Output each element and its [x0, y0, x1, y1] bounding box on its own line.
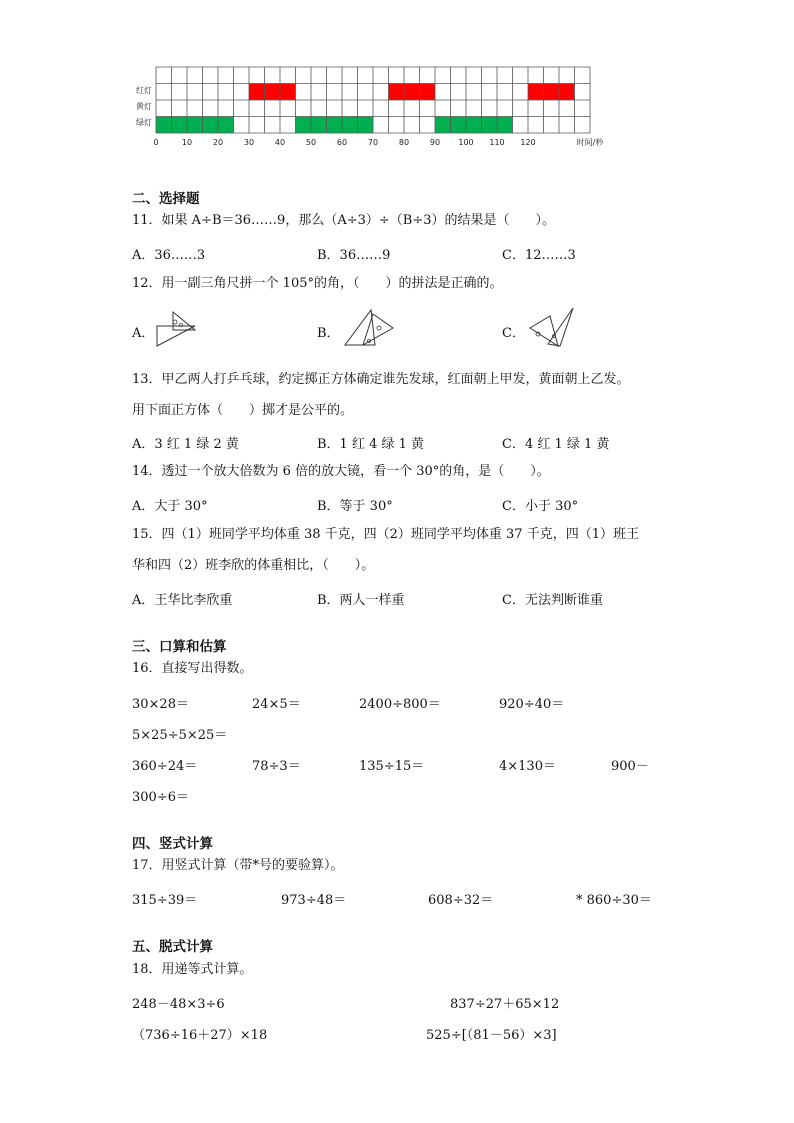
section-heading-stepwise-calc: 五、脱式计算 [132, 939, 213, 955]
q18-stem: 18．用递等式计算。 [132, 962, 253, 977]
x-tick-label: 110 [489, 138, 505, 147]
green-light-cell [311, 117, 327, 134]
q14-option-a: A．大于 30° [132, 499, 208, 514]
green-light-cell [482, 117, 498, 134]
q14-option-c: C．小于 30° [502, 499, 579, 514]
red-light-cell [559, 84, 575, 101]
green-light-cell [156, 117, 172, 134]
q11-option-c: C．12……3 [502, 248, 576, 263]
q11-option-a: A．36……3 [132, 248, 206, 263]
q13-option-c: C．4 红 1 绿 1 黄 [502, 437, 610, 452]
red-light-cell [544, 84, 560, 101]
green-light-cell [451, 117, 467, 134]
x-tick-label: 40 [274, 138, 286, 147]
x-tick-label: 70 [367, 138, 379, 147]
red-light-cell [404, 84, 420, 101]
q16-expr: 2400÷800＝ [359, 697, 441, 712]
q12-option-c: C． [502, 326, 525, 341]
green-light-cell [296, 117, 312, 134]
q14-option-b: B．等于 30° [317, 499, 393, 514]
x-tick-label: 80 [398, 138, 410, 147]
q16-expr: 4×130＝ [499, 759, 556, 774]
row-label-red: 红灯 [136, 86, 152, 95]
q12-triangles-a-figure [155, 308, 200, 348]
green-light-cell [342, 117, 358, 134]
green-light-cell [172, 117, 188, 134]
q13-stem-line1: 13．甲乙两人打乒乓球，约定掷正方体确定谁先发球，红面朝上甲发，黄面朝上乙发。 [132, 372, 630, 387]
green-light-cell [218, 117, 234, 134]
section-heading-mental-math: 三、口算和估算 [132, 639, 227, 655]
q16-expr: 5×25÷5×25＝ [132, 728, 228, 743]
q11-stem: 11．如果 A÷B＝36……9，那么（A÷3）÷（B÷3）的结果是（ ）。 [132, 213, 555, 228]
q16-expr: 78÷3＝ [252, 759, 301, 774]
q18-expr: 837÷27＋65×12 [450, 997, 560, 1012]
q16-expr: 30×28＝ [132, 697, 189, 712]
q13-option-b: B．1 红 4 绿 1 黄 [317, 437, 425, 452]
q11-option-b: B．36……9 [317, 248, 391, 263]
green-light-cell [187, 117, 203, 134]
q18-expr: 248－48×3÷6 [132, 997, 225, 1012]
x-tick-label: 0 [153, 138, 159, 147]
q12-triangles-b-figure [343, 308, 398, 348]
green-light-cell [497, 117, 513, 134]
q16-expr: 135÷15＝ [359, 759, 425, 774]
q13-option-a: A．3 红 1 绿 2 黄 [132, 437, 239, 452]
q16-expr: 300÷6＝ [132, 790, 189, 805]
x-tick-label: 10 [181, 138, 193, 147]
green-light-cell [358, 117, 374, 134]
q18-expr: （736÷16＋27）×18 [132, 1028, 268, 1043]
q17-stem: 17．用竖式计算（带*号的要验算）。 [132, 858, 344, 873]
x-tick-label: 120 [520, 138, 536, 147]
q12-option-b: B． [317, 326, 340, 341]
red-light-cell [249, 84, 265, 101]
x-tick-label: 90 [429, 138, 441, 147]
green-light-cell [435, 117, 451, 134]
q17-expr: * 860÷30＝ [576, 893, 652, 908]
x-tick-label: 100 [458, 138, 474, 147]
q15-option-c: C．无法判断谁重 [502, 593, 603, 608]
x-tick-label: 20 [212, 138, 224, 147]
section-heading-vertical-calc: 四、竖式计算 [132, 836, 213, 852]
traffic-light-chart [136, 62, 606, 162]
q17-expr: 315÷39＝ [132, 893, 198, 908]
q16-expr: 360÷24＝ [132, 759, 198, 774]
q15-stem-line2: 华和四（2）班李欣的体重相比，（ ）。 [132, 558, 375, 573]
q18-expr: 525÷[（81－56）×3] [426, 1028, 557, 1043]
q16-expr: 920÷40＝ [499, 697, 565, 712]
green-light-cell [466, 117, 482, 134]
q16-expr: 900－ [611, 759, 649, 774]
q17-expr: 608÷32＝ [428, 893, 494, 908]
q15-stem-line1: 15．四（1）班同学平均体重 38 千克，四（2）班同学平均体重 37 千克，四（1）班王 [132, 527, 639, 542]
q15-option-a: A．王华比李欣重 [132, 593, 233, 608]
section-heading-choice: 二、选择题 [132, 191, 200, 207]
x-tick-label: 30 [243, 138, 255, 147]
q12-option-a: A． [132, 326, 155, 341]
x-unit-label: 时间/秒 [576, 138, 604, 147]
traffic-grid [153, 67, 606, 162]
q13-stem-line2: 用下面正方体（ ）掷才是公平的。 [132, 403, 354, 418]
green-light-cell [327, 117, 343, 134]
red-light-cell [420, 84, 436, 101]
red-light-cell [265, 84, 281, 101]
green-light-cell [203, 117, 219, 134]
x-tick-label: 60 [336, 138, 348, 147]
row-label-green: 绿灯 [136, 118, 152, 127]
q14-stem: 14．透过一个放大倍数为 6 倍的放大镜，看一个 30°的角，是（ ）。 [132, 464, 550, 479]
q12-triangles-c-figure [528, 306, 578, 350]
q15-option-b: B．两人一样重 [317, 593, 405, 608]
x-tick-label: 50 [305, 138, 317, 147]
row-label-yellow: 黄灯 [136, 102, 152, 111]
red-light-cell [528, 84, 544, 101]
q16-expr: 24×5＝ [252, 697, 301, 712]
q12-stem: 12．用一副三角尺拼一个 105°的角，（ ）的拼法是正确的。 [132, 276, 503, 291]
q16-stem: 16．直接写出得数。 [132, 661, 253, 676]
q17-expr: 973÷48＝ [281, 893, 347, 908]
red-light-cell [280, 84, 296, 101]
red-light-cell [389, 84, 405, 101]
